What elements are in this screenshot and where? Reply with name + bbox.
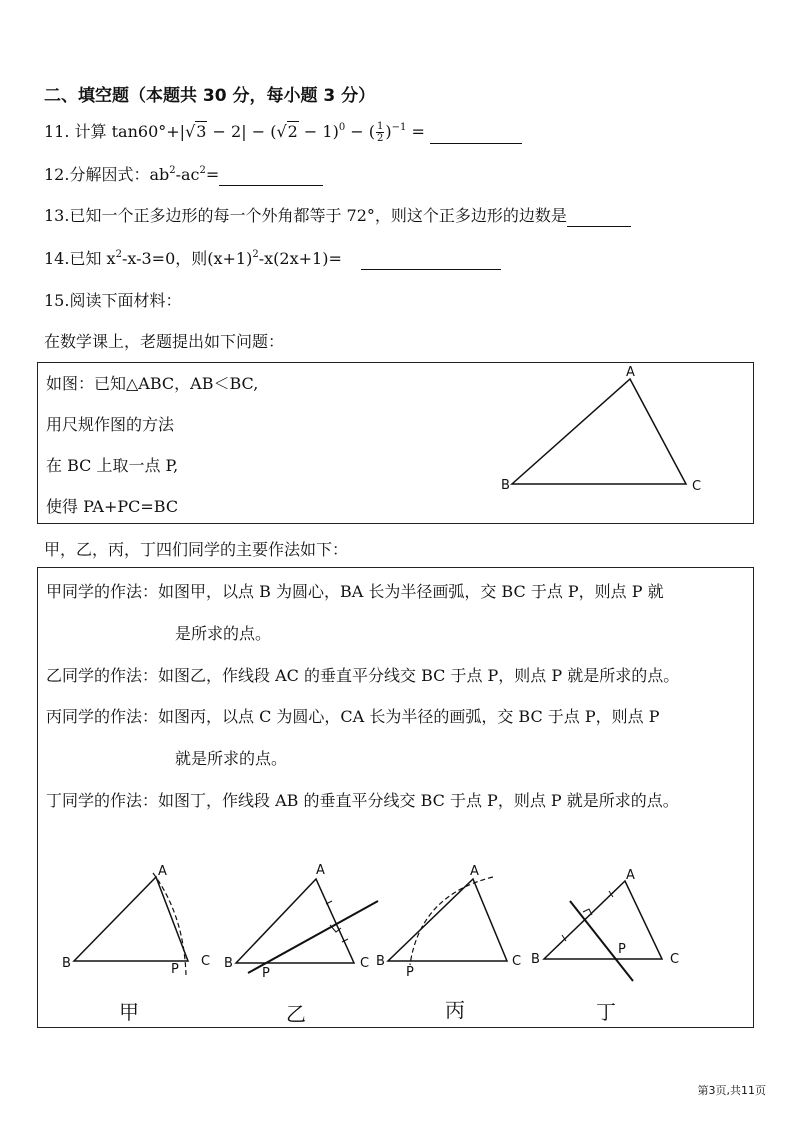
q14-answer-blank[interactable] [361, 251, 501, 270]
triangle-abc [512, 379, 686, 484]
method-bing-line2: 就是所求的点。 [175, 749, 288, 768]
q11-minus2: − 2 [207, 122, 242, 141]
figure-yi-bisector [248, 901, 378, 973]
q11-frac-num: 1 [377, 121, 384, 132]
method-jia-line2: 是所求的点。 [175, 624, 272, 643]
problem-line-4: 使得 PA+PC=BC [46, 497, 179, 516]
q11-sqrt3: 3 [196, 122, 207, 141]
q11-exp0: 0 [338, 122, 346, 133]
figure-bing-arc [410, 877, 493, 965]
q14-c: -x(2x+1)= [258, 249, 342, 268]
method-ding-line1: 如图丁，作线段 AB 的垂直平分线交 BC 于点 P，则点 P 就是所求的点。 [158, 791, 679, 810]
method-yi [46, 665, 679, 687]
problem-line-3: 在 BC 上取一点 P, [46, 456, 179, 475]
question-14 [44, 248, 501, 270]
figure-bing-label-b: B [376, 954, 385, 969]
figure-ding-label-a: A [626, 868, 635, 883]
problem-triangle-figure [496, 362, 716, 502]
q11-mid: − ( [246, 122, 277, 141]
q14-sup2: 2 [252, 249, 259, 260]
section-title: 二、填空题（本题共 30 分，每小题 3 分） [44, 86, 376, 106]
figure-bing-triangle [388, 879, 507, 961]
construction-figures [40, 855, 752, 985]
methods-intro: 甲，乙，丙，丁四们同学的主要作法如下： [44, 540, 349, 559]
caption-jia: 甲 [119, 1000, 139, 1024]
figure-ding [531, 868, 679, 981]
method-yi-line1: 如图乙，作线段 AC 的垂直平分线交 BC 于点 P，则点 P 就是所求的点。 [158, 666, 680, 685]
q11-sqrt2: 2 [287, 122, 298, 141]
question-13 [44, 205, 631, 227]
q11-mid2: − ( [345, 122, 376, 141]
q11-prefix: 11. 计算 tan60°+ [44, 122, 180, 141]
q12-sup1: 2 [169, 165, 176, 176]
question-12 [44, 164, 323, 186]
figure-ding-label-c: C [670, 952, 680, 967]
q15-intro: 15.阅读下面材料： [44, 291, 182, 310]
figure-yi-label-a: A [316, 863, 325, 878]
q12-text: 12.分解因式：ab [44, 165, 170, 184]
figure-bing-label-p: P [406, 965, 414, 980]
method-yi-label: 乙同学的作法： [46, 666, 159, 685]
label-b: B [501, 478, 510, 493]
q11-eq: = [406, 122, 425, 141]
figure-ding-label-p: P [618, 942, 626, 957]
figure-ding-label-b: B [531, 952, 540, 967]
method-bing [46, 706, 660, 728]
figure-jia-triangle [74, 877, 188, 961]
q13-text: 13.已知一个正多边形的每一个外角都等于 72°，则这个正多边形的边数是 [44, 206, 567, 225]
method-jia-label: 甲同学的作法： [46, 582, 159, 601]
figure-yi-label-c: C [360, 956, 370, 971]
figure-bing [376, 864, 521, 980]
problem-line-1: 如图：已知△ABC，AB＜BC, [46, 374, 259, 393]
q15-context: 在数学课上，老题提出如下问题： [44, 332, 285, 351]
figure-ding-bisector [570, 901, 633, 981]
figure-yi-label-p: P [262, 966, 270, 981]
q11-abs-open: | [179, 122, 186, 141]
method-jia [46, 581, 664, 603]
q12-mid: -ac [175, 165, 200, 184]
q14-sup1: 2 [115, 249, 122, 260]
figure-jia-label-p: P [171, 962, 179, 977]
q12-end: = [205, 165, 220, 184]
q11-close: ) [385, 122, 392, 141]
q11-exp-neg1: −1 [391, 122, 407, 133]
q11-fraction [376, 121, 384, 144]
figure-jia-label-b: B [62, 956, 71, 971]
q13-answer-blank[interactable] [567, 208, 631, 227]
method-jia-line1: 如图甲，以点 B 为圆心，BA 长为半径画弧，交 BC 于点 P，则点 P 就 [158, 582, 664, 601]
figure-jia-arc [153, 873, 186, 975]
method-ding-label: 丁同学的作法： [46, 791, 159, 810]
q11-answer-blank[interactable] [430, 125, 522, 144]
method-ding [46, 790, 679, 812]
figure-bing-label-a: A [470, 864, 479, 879]
q14-b: -x-3=0，则(x+1) [121, 249, 253, 268]
q14-a: 14.已知 x [44, 249, 116, 268]
label-c: C [692, 479, 702, 494]
q11-frac-den: 2 [377, 133, 384, 144]
q12-answer-blank[interactable] [219, 167, 323, 186]
method-bing-label: 丙同学的作法： [46, 707, 159, 726]
q12-sup2: 2 [199, 165, 206, 176]
label-a: A [626, 365, 635, 380]
question-11: 11. 计算 $\tan 60^\circ+|√3 - 2| - (√2 - 1)^0$ − ( $\frac{1}{2}$ )$^{-1}$ = [44, 121, 522, 144]
q11-abs-close: | [241, 122, 247, 141]
figure-jia-label-a: A [158, 864, 167, 879]
figure-yi-label-b: B [224, 956, 233, 971]
caption-bing: 丙 [445, 998, 465, 1022]
figure-ding-triangle [544, 881, 662, 959]
figure-yi-triangle [236, 879, 354, 963]
figure-jia [62, 864, 210, 977]
figure-yi [224, 863, 378, 981]
caption-ding: 丁 [596, 1000, 616, 1024]
method-bing-line1: 如图丙，以点 C 为圆心，CA 长为半径的画弧，交 BC 于点 P，则点 P [158, 707, 660, 726]
figure-bing-label-c: C [512, 954, 522, 969]
figure-jia-label-c: C [201, 954, 211, 969]
page-number: 第3页,共11页 [697, 1084, 766, 1097]
q11-after-sqrt2: − 1) [298, 122, 339, 141]
caption-yi: 乙 [286, 1002, 306, 1026]
problem-line-2: 用尺规作图的方法 [46, 415, 175, 434]
